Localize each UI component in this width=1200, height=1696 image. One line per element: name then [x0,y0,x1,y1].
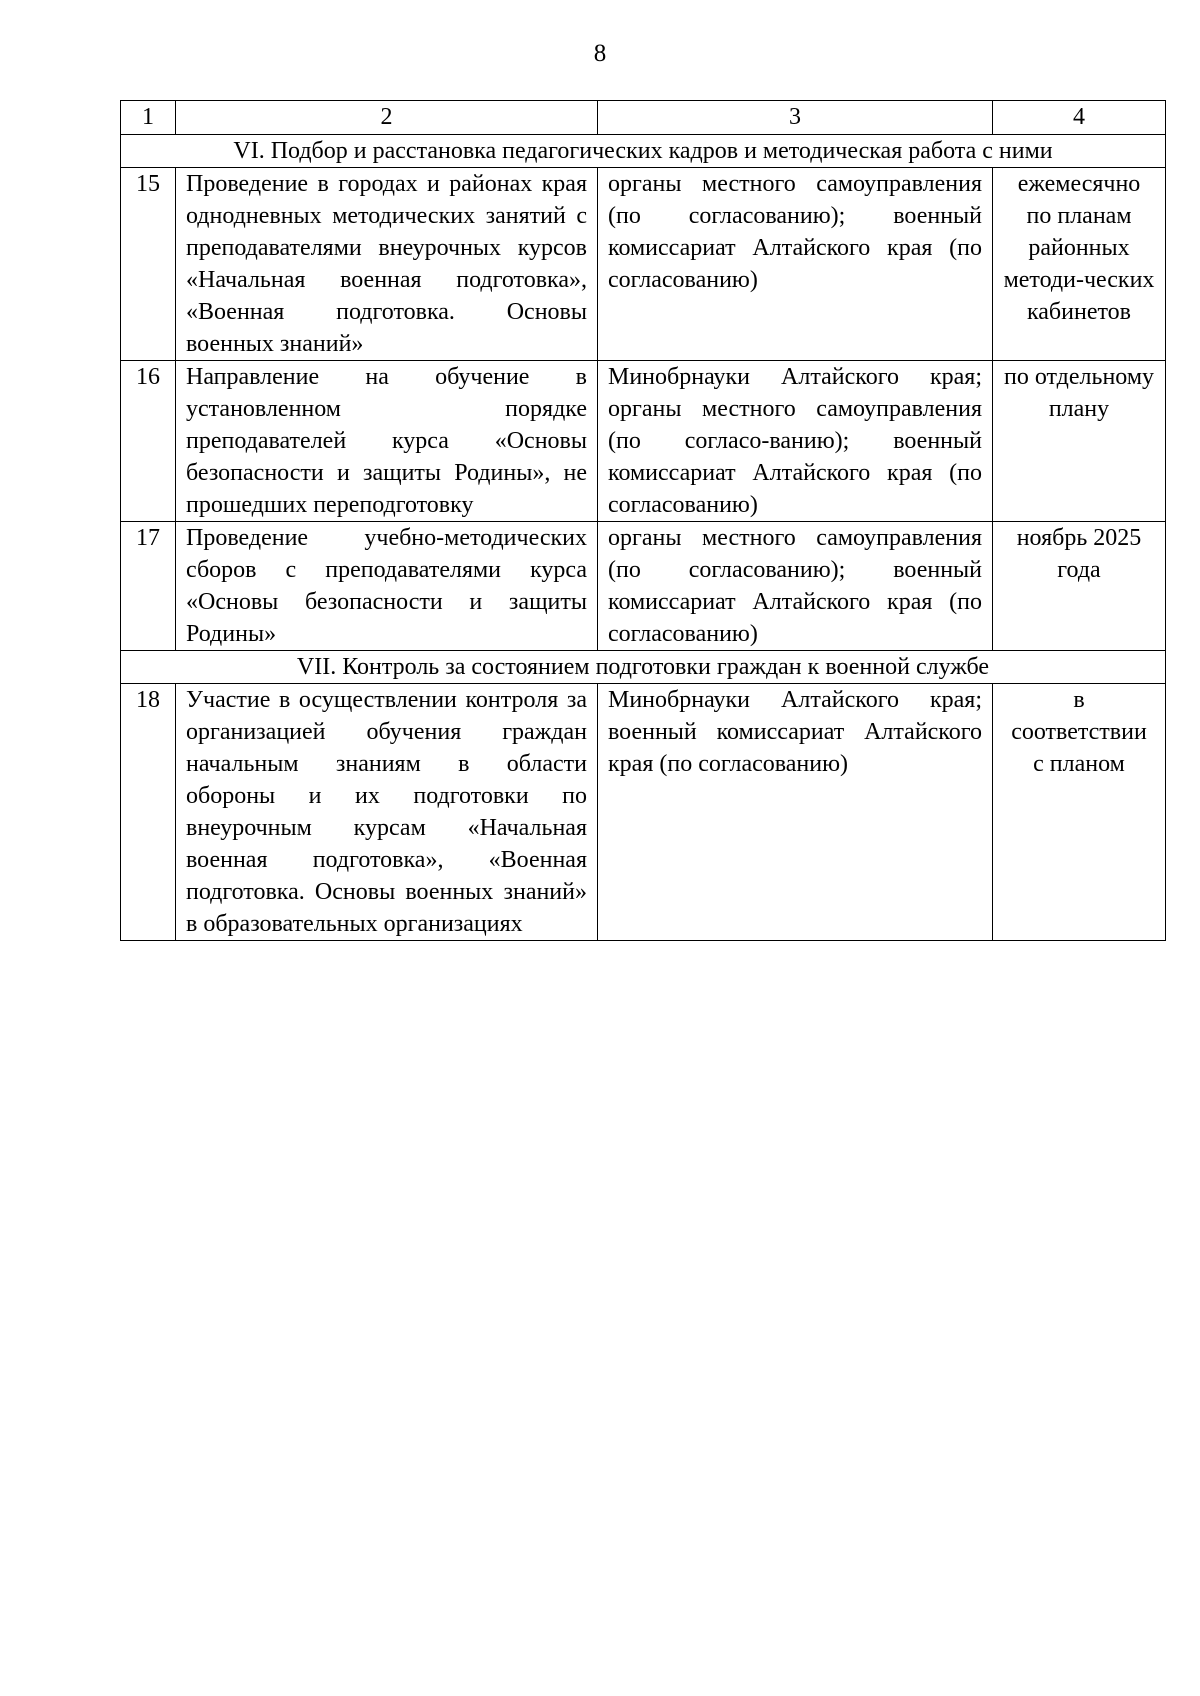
table-row [121,522,1166,651]
section-row [121,135,1166,168]
page-number: 8 [593,40,607,67]
table-row [121,684,1166,941]
event-cell: Проведение учебно-методических сборов с преподавателями курса «Основы безопасности и защиты Родины» [176,522,598,651]
event-cell: Участие в осуществлении контроля за организацией обучения граждан начальным знаниям в области обороны и их подготовки по внеурочным курсам «Начальная военная подготовка», «Военная подготовка. Основы военных знаний» в образовательных организациях [176,684,598,941]
section-row [121,651,1166,684]
event-cell: Направление на обучение в установленном порядке преподавателей курса «Основы безопасности и защиты Родины», не прошедших переподготовку [176,361,598,522]
row-number: 17 [121,522,176,651]
plan-table [120,100,1166,941]
table-row [121,168,1166,361]
row-number: 15 [121,168,176,361]
responsible-cell: Минобрнауки Алтайского края; органы местного самоуправления (по согласо-ванию); военный комиссариат Алтайского края (по согласованию) [598,361,993,522]
table-header-row [121,101,1166,135]
column-header-3: 3 [598,101,993,135]
table-row [121,361,1166,522]
row-number: 18 [121,684,176,941]
deadline-cell: ноябрь 2025 года [993,522,1166,651]
section-6-title: VI. Подбор и расстановка педагогических кадров и методическая работа с ними [121,135,1166,168]
deadline-cell: по отдельному плану [993,361,1166,522]
row-number: 16 [121,361,176,522]
deadline-cell: в соответствии с планом [993,684,1166,941]
responsible-cell: Минобрнауки Алтайского края; военный комиссариат Алтайского края (по согласованию) [598,684,993,941]
column-header-4: 4 [993,101,1166,135]
column-header-2: 2 [176,101,598,135]
event-cell: Проведение в городах и районах края однодневных методических занятий с преподавателями внеурочных курсов «Начальная военная подготовка», «Военная подготовка. Основы военных знаний» [176,168,598,361]
responsible-cell: органы местного самоуправления (по согласованию); военный комиссариат Алтайского края (по согласованию) [598,168,993,361]
deadline-cell: ежемесячно по планам районных методи-ческих кабинетов [993,168,1166,361]
responsible-cell: органы местного самоуправления (по согласованию); военный комиссариат Алтайского края (по согласованию) [598,522,993,651]
column-header-1: 1 [121,101,176,135]
section-7-title: VII. Контроль за состоянием подготовки граждан к военной службе [121,651,1166,684]
